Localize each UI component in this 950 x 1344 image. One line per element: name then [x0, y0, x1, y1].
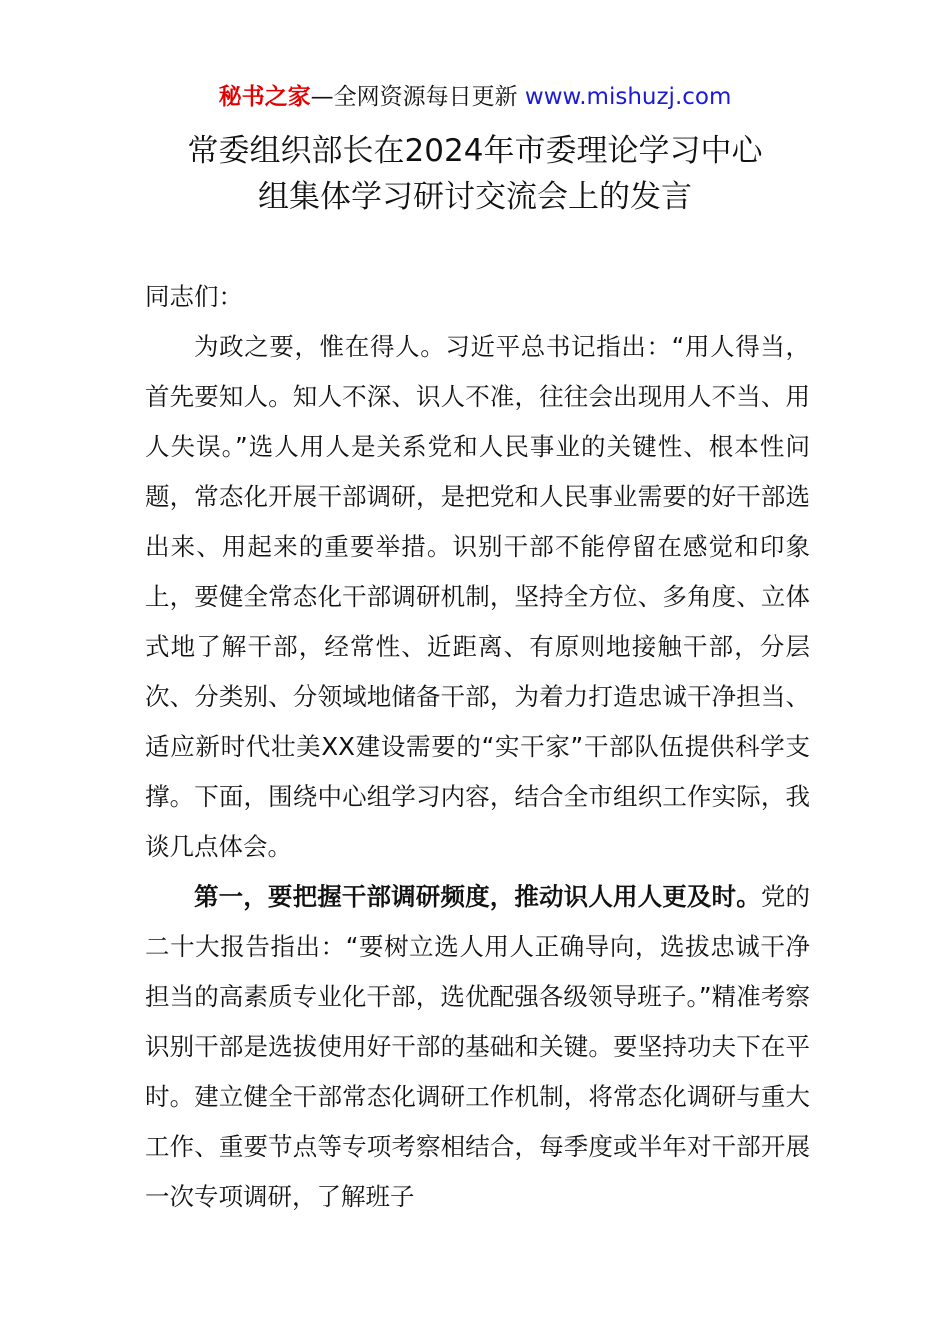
title-line-1: 常委组织部长在2024年市委理论学习中心 — [187, 133, 763, 169]
salutation: 同志们： — [145, 282, 243, 311]
paragraph-2-text: 党的二十大报告指出：“要树立选人用人正确导向，选拔忠诚干净担当的高素质专业化干部，选优配强各级领导班子。”精准考察识别干部是选拔使用好干部的基础和关键。要坚持功夫下在平时。建立健全干部常态化调研工作机制，将常态化调研与重大工作、重要节点等专项考察相结合，每季度或半年对干部开展一次专项调研，了解班子 — [145, 882, 811, 1211]
document-title — [100, 128, 850, 220]
header-tagline: —全网资源每日更新 — [310, 84, 525, 110]
site-header — [0, 80, 950, 114]
document-body — [145, 272, 810, 1222]
paragraph-2 — [145, 872, 810, 1222]
brand-name: 秘书之家 — [218, 84, 311, 110]
title-line-2: 组集体学习研讨交流会上的发言 — [258, 179, 692, 215]
paragraph-2-lead: 第一，要把握干部调研频度，推动识人用人更及时。 — [194, 882, 761, 911]
paragraph-1: 为政之要，惟在得人。习近平总书记指出：“用人得当，首先要知人。知人不深、识人不准，往往会出现用人不当、用人失误。”选人用人是关系党和人民事业的关键性、根本性问题，常态化开展干部调研，是把党和人民事业需要的好干部选出来、用起来的重要举措。识别干部不能停留在感觉和印象上，要健全常态化干部调研机制，坚持全方位、多角度、立体式地了解干部，经常性、近距离、有原则地接触干部，分层次、分类别、分领域地储备干部，为着力打造忠诚干净担当、适应新时代壮美XX建设需要的“实干家”干部队伍提供科学支撑。下面，围绕中心组学习内容，结合全市组织工作实际，我谈几点体会。 — [145, 332, 810, 861]
site-url[interactable]: www.mishuzj.com — [524, 84, 732, 110]
